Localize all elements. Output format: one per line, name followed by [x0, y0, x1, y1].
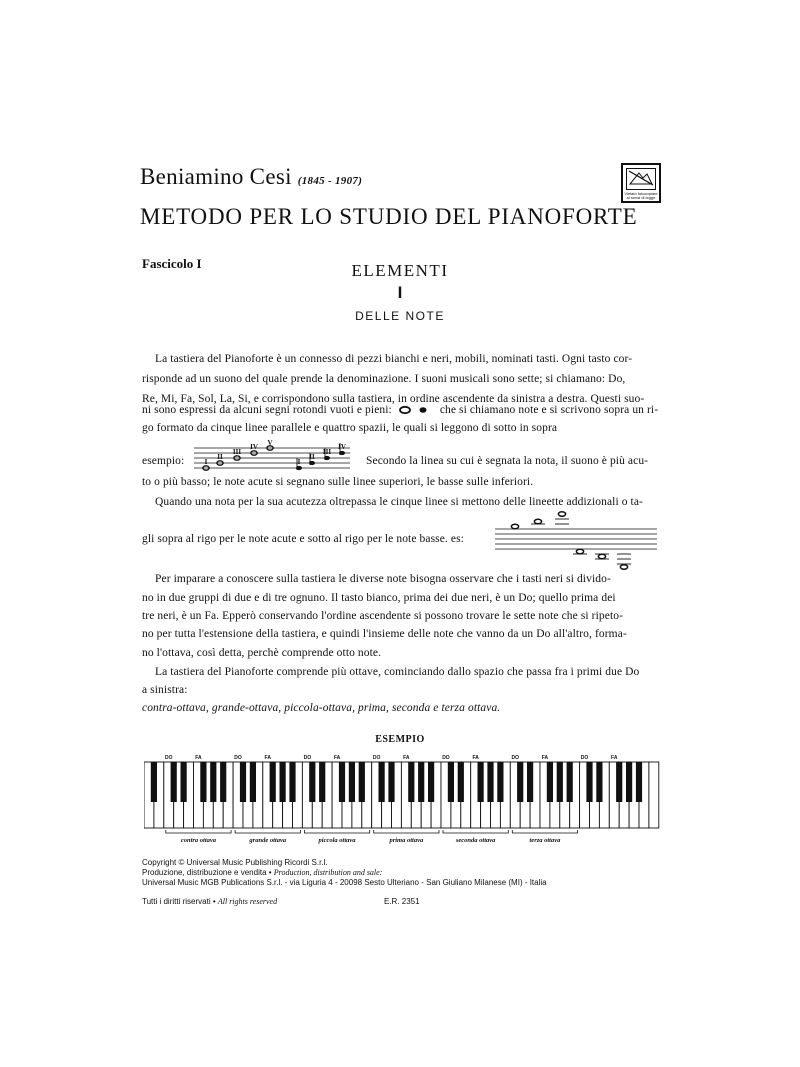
black-key [240, 762, 246, 802]
octave-bracket [304, 830, 369, 833]
black-key [280, 762, 286, 802]
text-segment: che si chiamano note e si scrivono sopra un ri- [439, 404, 659, 416]
black-key [478, 762, 484, 802]
black-key [636, 762, 642, 802]
octave-bracket [374, 830, 439, 833]
octave-label: seconda ottava [455, 837, 496, 844]
octave-label: prima ottava [389, 837, 424, 844]
staff-space-number: III [322, 448, 332, 456]
black-key [428, 762, 434, 802]
black-key [270, 762, 276, 802]
production-line: Produzione, distribuzione e vendita • Production, distribution and sale: [142, 868, 383, 877]
black-key [388, 762, 394, 802]
text-line: risponde ad un suono del quale prende la denominazione. I suoni musicali sono sette; si chiamano: Do, [142, 373, 626, 385]
author-name: Beniamino Cesi (1845 - 1907) [140, 164, 363, 189]
staff-space-number: IV [338, 443, 346, 451]
black-key [200, 762, 206, 802]
note-symbols-icon [395, 405, 437, 415]
black-key [220, 762, 226, 802]
staff-line-number: III [232, 448, 242, 456]
octave-bracket [443, 830, 508, 833]
example-staff [192, 440, 352, 474]
key-label: DO [511, 755, 519, 761]
staff-line-number: IV [250, 443, 258, 451]
octave-label: grande ottava [249, 837, 287, 844]
black-key [359, 762, 365, 802]
black-key [379, 762, 385, 802]
octave-bracket [166, 830, 231, 833]
copyright-line: Copyright © Universal Music Publishing Ricordi S.r.l. [142, 858, 328, 867]
black-key [626, 762, 632, 802]
key-label: FA [472, 755, 479, 761]
keyboard-title: ESEMPIO [375, 734, 425, 745]
rights-line: Tutti i diritti riservati • All rights reserved [142, 897, 278, 906]
octave-bracket [512, 830, 577, 833]
black-key [151, 762, 157, 802]
octave-label: contra ottava [180, 837, 217, 844]
key-label: DO [580, 755, 589, 761]
black-key [250, 762, 256, 802]
piano-keyboard [144, 750, 660, 850]
black-key [171, 762, 177, 802]
text-line: Secondo la linea su cui è segnata la nota, il suono è più acu- [366, 455, 649, 467]
key-label: FA [333, 755, 341, 761]
text-line: Per imparare a conoscere sulla tastiera le diverse note bisogna osservare che i tasti neri si divido- [155, 573, 611, 585]
octave-label: terza ottava [529, 837, 561, 844]
black-key [349, 762, 355, 802]
staff-line-number: II [217, 453, 223, 461]
key-label: FA [195, 755, 202, 761]
staff-space-number: I [297, 458, 301, 466]
black-key [557, 762, 563, 802]
black-key [567, 762, 573, 802]
example-label: esempio: [142, 455, 185, 467]
key-label: DO [165, 755, 173, 761]
staff-space-number: II [309, 453, 315, 461]
text-segment: ni sono espressi da alcuni segni rotondi vuoti e pieni: [142, 404, 392, 416]
black-key [210, 762, 216, 802]
text-line: tre neri, è un Fa. Epperò conservando l'ordine ascendente si possono trovare le sette note che si ripeto- [142, 610, 624, 622]
text-line: to o più basso; le note acute si segnano sulle linee superiori, le basse sulle inferiori. [142, 476, 534, 488]
black-key [527, 762, 533, 802]
section-number: I [397, 283, 403, 302]
octave-label: piccola ottava [318, 837, 356, 844]
key-label: FA [611, 755, 618, 761]
text-line: no l'ottava, così detta, perchè comprende otto note. [142, 647, 382, 659]
author-dates: (1845 - 1907) [297, 175, 363, 187]
text-line: La tastiera del Pianoforte comprende più ottave, cominciando dallo spazio che passa fra i primi due Do [155, 666, 640, 678]
black-key [408, 762, 414, 802]
key-label: FA [264, 755, 271, 761]
text-line: contra-ottava, grande-ottava, piccola-ottava, prima, seconda e terza ottava. [142, 702, 501, 714]
key-label: DO [303, 755, 312, 761]
ledger-lines-staff [493, 507, 659, 571]
black-key [458, 762, 464, 802]
key-label: DO [234, 755, 242, 761]
text-line: no in due gruppi di due e di tre ognuno. Il tasto bianco, prima dei due neri, è un Do; quello prima dei [142, 592, 616, 604]
black-key [596, 762, 602, 802]
key-label: FA [541, 755, 549, 761]
black-key [586, 762, 592, 802]
copyright-stamp-icon: Vietato fotocopiare al sensi di legge [621, 163, 661, 203]
text-line: no per tutta l'estensione della tastiera, e quindi l'insieme delle note che vanno da un Do all'altro, forma- [142, 628, 627, 640]
key-label: DO [442, 755, 450, 761]
black-key [616, 762, 622, 802]
black-key [517, 762, 523, 802]
text-line: gli sopra al rigo per le note acute e sotto al rigo per le note basse. es: [142, 533, 464, 545]
black-key [309, 762, 315, 802]
text-line: Quando una nota per la sua acutezza oltrepassa le cinque linee si mettono delle lineette addizionali o ta- [155, 496, 643, 508]
key-label: FA [403, 755, 410, 761]
black-key [339, 762, 345, 802]
section-heading: ELEMENTI [351, 261, 449, 280]
black-key [181, 762, 187, 802]
black-key [497, 762, 503, 802]
white-key [649, 762, 659, 828]
black-key [418, 762, 424, 802]
black-key [487, 762, 493, 802]
text-line: a sinistra: [142, 684, 188, 696]
text-line: go formato da cinque linee parallele e quattro spazii, le quali si leggono di sotto in sopra [142, 422, 558, 434]
publisher-line: Universal Music MGB Publications S.r.l. - via Liguria 4 - 20098 Sesto Ulteriano - San Giuliano Milanese (MI) - Italia [142, 878, 547, 887]
fascicolo-label: Fascicolo I [142, 256, 202, 271]
black-key [448, 762, 454, 802]
catalog-number: E.R. 2351 [384, 897, 420, 906]
octave-bracket [235, 830, 300, 833]
staff-line-number: V [267, 440, 273, 447]
text-line-row [142, 404, 658, 416]
black-key [289, 762, 295, 802]
staff-line-number: I [204, 458, 208, 466]
text-line: La tastiera del Pianoforte è un connesso di pezzi bianchi e neri, mobili, nominati tasti. Ogni tasto cor- [155, 353, 633, 365]
section-subheading: DELLE NOTE [355, 309, 445, 323]
text-line: Re, Mi, Fa, Sol, La, Si, e corrispondono sulla tastiera, in ordine ascendente da sinistra a destra. Questi suo- [142, 393, 645, 405]
black-key [547, 762, 553, 802]
key-label: DO [372, 755, 381, 761]
black-key [319, 762, 325, 802]
page-title: METODO PER LO STUDIO DEL PIANOFORTE [140, 204, 638, 229]
